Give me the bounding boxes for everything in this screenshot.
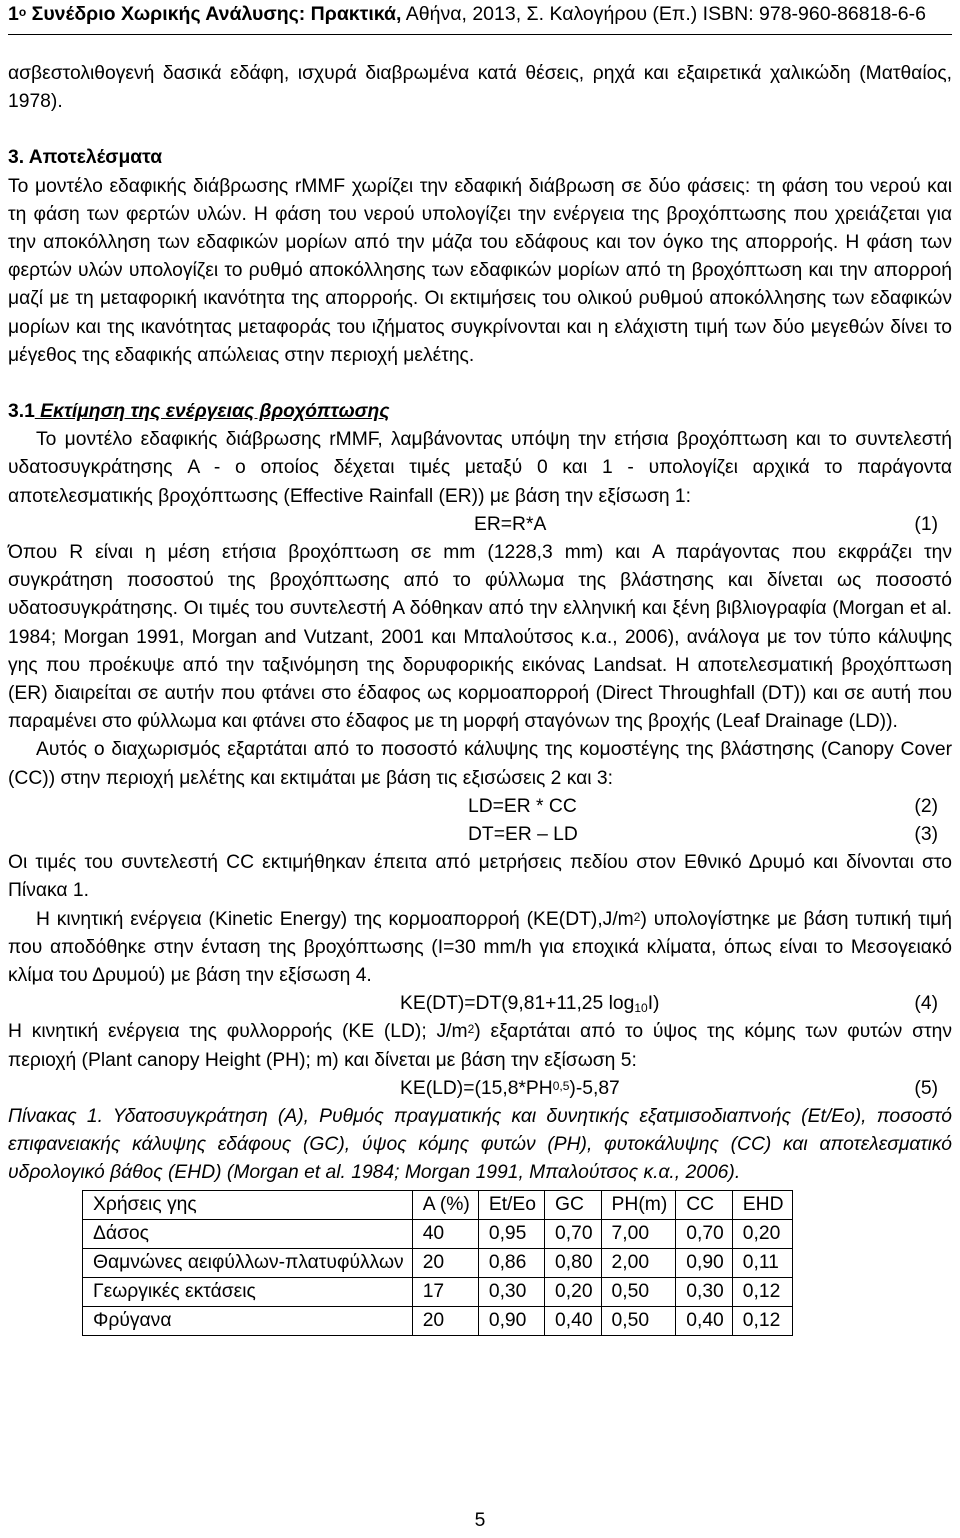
equation-4-body bbox=[400, 990, 659, 1018]
equation-3-body: DT=ER – LD bbox=[468, 824, 578, 846]
table-header-cell: EHD bbox=[732, 1190, 792, 1219]
equation-4-number: (4) bbox=[914, 993, 938, 1015]
paragraph-5-part-b: ) υπολογίστηκε με βάση τυπική τιμή που αποδόθηκε στην ένταση της βροχόπτωσης (I=30 mm/h για εποχικά κλίματα, όπως είναι το Μεσογειακό κλίμα του Δρυμού) με βάση την εξίσωση 4. bbox=[8, 908, 952, 987]
paragraph-6-part-b: ) εξαρτάται από το ύψος της κόμης των φυτών στην περιοχή (Plant canopy Height (PH); m) και δίνεται με βάση την εξίσωση 5: bbox=[8, 1021, 952, 1071]
section-paragraph: Το μοντέλο εδαφικής διάβρωσης rMMF χωρίζει την εδαφική διάβρωση σε δύο φάσεις: τη φάση του νερού και τη φάση των φερτών υλών. Η φάση του νερού υπολογίζει την ενέργεια της βροχόπτωσης που χρειάζεται για την αποκόλληση των εδαφικών μορίων από την μάζα του εδάφους και τον όγκο της απορροής. Η φάση των φερτών υλών υπολογίζει το ρυθμό αποκόλλησης των εδαφικών μορίων από τη βροχόπτωση και την απορροή μαζί με τη μεταφορική ικανότητα της απορροής. Οι εκτιμήσεις του ολικού ρυθμού αποκόλλησης των εδαφικών μορίων και της ικανότητας μεταφοράς του ιζήματος συγκρίνονται και η ελάχιστη τιμή των δύο μεγεθών δίνει το μέγεθος της εδαφικής απώλειας στην περιοχή μελέτης. bbox=[8, 175, 952, 366]
running-header bbox=[0, 0, 960, 40]
equation-4 bbox=[8, 990, 952, 1018]
header-rule bbox=[8, 34, 952, 35]
table-cell: 0,30 bbox=[676, 1277, 733, 1306]
table-header-cell: Χρήσεις γης bbox=[83, 1190, 413, 1219]
table-cell: 7,00 bbox=[601, 1219, 676, 1248]
table-row bbox=[83, 1219, 793, 1248]
table-cell: 0,20 bbox=[732, 1219, 792, 1248]
equation-5-number: (5) bbox=[914, 1077, 938, 1099]
table-cell: Φρύγανα bbox=[83, 1306, 413, 1335]
table-cell: 0,70 bbox=[545, 1219, 602, 1248]
table-cell: 0,86 bbox=[478, 1248, 544, 1277]
paragraph-6 bbox=[8, 1018, 952, 1074]
paragraph-5-sup: 2 bbox=[633, 909, 641, 924]
equation-1 bbox=[8, 511, 952, 539]
paragraph-6-part-a: Η κινητική ενέργεια της φυλλορροής (KE (LD); J/m bbox=[8, 1021, 468, 1043]
body-text bbox=[8, 60, 952, 1336]
table-cell: 0,11 bbox=[732, 1248, 792, 1277]
table-cell: 0,50 bbox=[601, 1277, 676, 1306]
table-cell: 2,00 bbox=[601, 1248, 676, 1277]
paragraph-4: Οι τιμές του συντελεστή CC εκτιμήθηκαν έπειτα από μετρήσεις πεδίου στον Εθνικό Δρυμό και δίνονται στο Πίνακα 1. bbox=[8, 852, 952, 902]
table-cell: 0,80 bbox=[545, 1248, 602, 1277]
equation-2-number: (2) bbox=[914, 795, 938, 817]
table-cell: 0,50 bbox=[601, 1306, 676, 1335]
equation-2-body: LD=ER * CC bbox=[468, 795, 577, 817]
table-row bbox=[83, 1306, 793, 1335]
table-cell: 0,95 bbox=[478, 1219, 544, 1248]
paragraph-6-sup: 2 bbox=[467, 1022, 475, 1037]
table-cell: 0,30 bbox=[478, 1277, 544, 1306]
header-title: Συνέδριο Χωρικής Ανάλυσης: Πρακτικά, bbox=[26, 3, 402, 25]
section-heading: 3. Αποτελέσματα bbox=[8, 147, 163, 169]
subsection-number: 3.1 bbox=[8, 401, 35, 423]
table-cell: 40 bbox=[412, 1219, 478, 1248]
header-ordinal: ο bbox=[18, 5, 27, 19]
table-cell: Θαμνώνες αειφύλλων-πλατυφύλλων bbox=[83, 1248, 413, 1277]
table-row bbox=[83, 1248, 793, 1277]
table-cell: 0,90 bbox=[676, 1248, 733, 1277]
equation-5 bbox=[8, 1075, 952, 1103]
table-cell: 0,12 bbox=[732, 1277, 792, 1306]
subsection-heading bbox=[8, 398, 952, 426]
paragraph-5-part-a: Η κινητική ενέργεια (Kinetic Energy) της κορμοαπορροή (KE(DT),J/m bbox=[36, 908, 634, 930]
paragraph-1: Το μοντέλο εδαφικής διάβρωσης rMMF, λαμβάνοντας υπόψη την ετήσια βροχόπτωση και το συντελεστή υδατοσυγκράτησης A - ο οποίος δέχεται τιμές μεταξύ 0 και 1 - υπολογίζει αρχικά το παράγοντα αποτελεσματικής βροχόπτωσης (Effective Rainfall (ER)) με βάση την εξίσωση 1: bbox=[8, 429, 952, 507]
equation-1-number: (1) bbox=[914, 513, 938, 535]
equation-5-part-b: )-5,87 bbox=[569, 1077, 620, 1099]
equation-3-number: (3) bbox=[914, 824, 938, 846]
equation-3 bbox=[8, 821, 952, 849]
table-header-row bbox=[83, 1190, 793, 1219]
paragraph-3: Αυτός ο διαχωρισμός εξαρτάται από το ποσοστό κάλυψης της κομοστέγης της βλάστησης (Canopy Cover (CC)) στην περιοχή μελέτης και εκτιμάται με βάση τις εξισώσεις 2 και 3: bbox=[8, 739, 952, 789]
table-cell: 20 bbox=[412, 1306, 478, 1335]
table-cell: 0,90 bbox=[478, 1306, 544, 1335]
header-details: Αθήνα, 2013, Σ. Καλογήρου (Επ.) ISBN: 978-960-86818-6-6 bbox=[401, 3, 926, 25]
table-header-cell: A (%) bbox=[412, 1190, 478, 1219]
table-cell: 0,20 bbox=[545, 1277, 602, 1306]
equation-2 bbox=[8, 793, 952, 821]
subsection-title: Εκτίμηση της ενέργειας βροχόπτωσης bbox=[34, 401, 390, 423]
equation-4-part-b: I) bbox=[647, 993, 660, 1015]
table-caption: Πίνακας 1. Υδατοσυγκράτηση (A), Ρυθμός πραγματικής και δυνητικής εξατμισοδιαπνοής (Et/Eo), ποσοστό επιφανειακής κάλυψης εδάφους (GC), ύψος κόμης φυτών (PH), φυτοκάλυψης (CC) και αποτελεσματικό υδρολογικό βάθος (EHD) (Morgan et al. 1984; Morgan 1991, Μπαλούτσος κ.α., 2006). bbox=[8, 1106, 952, 1184]
paragraph-5 bbox=[8, 906, 952, 991]
intro-paragraph: ασβεστολιθογενή δασικά εδάφη, ισχυρά διαβρωμένα κατά θέσεις, ρηχά και εξαιρετικά χαλικώδη (Ματθαίος, 1978). bbox=[8, 63, 952, 113]
land-use-table bbox=[82, 1190, 793, 1336]
table-header-cell: PH(m) bbox=[601, 1190, 676, 1219]
equation-5-part-a: KE(LD)=(15,8*PH bbox=[400, 1077, 553, 1099]
header-number: 1 bbox=[8, 3, 19, 25]
equation-4-part-a: KE(DT)=DT(9,81+11,25 log bbox=[400, 993, 635, 1015]
paragraph-2: Όπου R είναι η μέση ετήσια βροχόπτωση σε mm (1228,3 mm) και A παράγοντας που εκφράζει την συγκράτηση ποσοστού της βροχόπτωσης από το φύλλωμα της βλάστησης και δίνεται ως ποσοστό υδατοσυγκράτησης. Οι τιμές του συντελεστή A δόθηκαν από την ελληνική και ξένη βιβλιογραφία (Morgan et al. 1984; Morgan 1991, Morgan and Vutzant, 2001 και Μπαλούτσος κ.α., 2006), ανάλογα με τον τύπο κάλυψης γης που προέκυψε από την ταξινόμηση της δορυφορικής εικόνας Landsat. Η αποτελεσματική βροχόπτωση (ER) διαιρείται σε αυτήν που φτάνει στο έδαφος ως κορμοαπορροή (Direct Throughfall (DT)) και σε αυτή που παραμένει στο φύλλωμα και φτάνει στο έδαφος με τη μορφή σταγόνων της βροχής (Leaf Drainage (LD)). bbox=[8, 542, 952, 733]
table-cell: 20 bbox=[412, 1248, 478, 1277]
table-cell: 0,40 bbox=[676, 1306, 733, 1335]
equation-1-body: ER=R*A bbox=[474, 513, 547, 535]
page-number: 5 bbox=[474, 1510, 486, 1531]
table-cell: 0,40 bbox=[545, 1306, 602, 1335]
table-cell: 0,70 bbox=[676, 1219, 733, 1248]
table-header-cell: GC bbox=[545, 1190, 602, 1219]
table-header-cell: Et/Eo bbox=[478, 1190, 544, 1219]
table-row bbox=[83, 1277, 793, 1306]
equation-4-sub: 10 bbox=[634, 1001, 648, 1016]
table-cell: Δάσος bbox=[83, 1219, 413, 1248]
equation-5-body bbox=[400, 1075, 620, 1103]
equation-5-sup: 0,5 bbox=[552, 1078, 570, 1093]
table-header-cell: CC bbox=[676, 1190, 733, 1219]
table-cell: Γεωργικές εκτάσεις bbox=[83, 1277, 413, 1306]
table-cell: 0,12 bbox=[732, 1306, 792, 1335]
table-cell: 17 bbox=[412, 1277, 478, 1306]
